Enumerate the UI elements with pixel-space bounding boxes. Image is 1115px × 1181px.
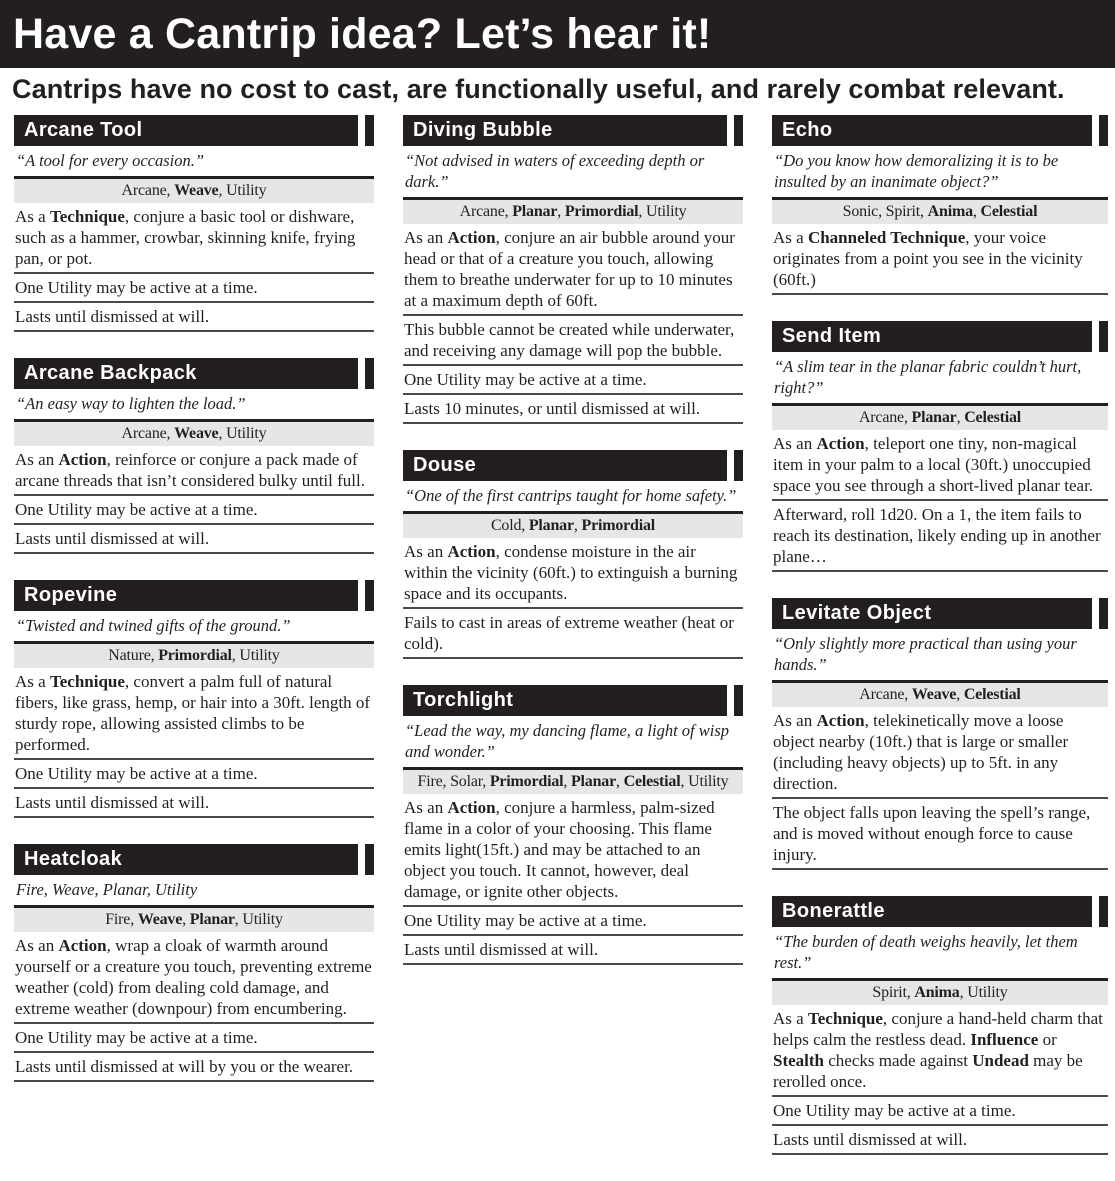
card-quote: “Only slightly more practical than using your hands.” — [774, 634, 1077, 674]
card-title-row — [14, 580, 374, 611]
card-title: Douse — [413, 454, 477, 476]
card-title: Arcane Tool — [24, 119, 143, 141]
card-tags: Fire, Solar, Primordial, Planar, Celestial, Utility — [403, 770, 743, 794]
card-section: As an Action, wrap a cloak of warmth around yourself or a creature you touch, preventing extreme weather (cold) from dealing cold damage, and extreme weather (downpour) from encumbering. — [14, 932, 374, 1024]
cantrip-card — [403, 115, 743, 424]
card-title-bar — [772, 115, 1092, 146]
card-section: One Utility may be active at a time. — [772, 1097, 1108, 1126]
card-tags: Arcane, Weave, Utility — [14, 422, 374, 446]
card-tags: Arcane, Planar, Celestial — [772, 406, 1108, 430]
card-title-row — [14, 844, 374, 875]
card-section: Lasts until dismissed at will by you or the wearer. — [14, 1053, 374, 1082]
card-section: As a Channeled Technique, your voice originates from a point you see in the vicinity (60ft.) — [772, 224, 1108, 295]
card-title: Send Item — [782, 325, 882, 347]
card-title: Bonerattle — [782, 900, 885, 922]
card-title-bar — [772, 321, 1092, 352]
card-title: Arcane Backpack — [24, 362, 197, 384]
card-section: One Utility may be active at a time. — [403, 907, 743, 936]
card-title-bar — [772, 598, 1092, 629]
card-quote: “A tool for every occasion.” — [16, 151, 205, 170]
card-column — [772, 115, 1108, 1181]
card-tags: Cold, Planar, Primordial — [403, 514, 743, 538]
card-title-notch — [365, 358, 374, 389]
card-title-row — [403, 115, 743, 146]
card-column — [403, 115, 743, 991]
card-title: Diving Bubble — [413, 119, 553, 141]
card-quote: “One of the first cantrips taught for home safety.” — [405, 486, 737, 505]
card-section: One Utility may be active at a time. — [403, 366, 743, 395]
card-section: One Utility may be active at a time. — [14, 1024, 374, 1053]
card-title-row — [772, 115, 1108, 146]
card-quote: “A slim tear in the planar fabric couldn’t hurt, right?” — [774, 357, 1082, 397]
cantrip-card — [403, 450, 743, 659]
card-quote: Fire, Weave, Planar, Utility — [16, 880, 198, 899]
card-title: Levitate Object — [782, 602, 932, 624]
card-section: As a Technique, conjure a hand-held charm that helps calm the restless dead. Influence or Stealth checks made against Undead may be rerolled once. — [772, 1005, 1108, 1097]
card-quote: “Not advised in waters of exceeding depth or dark.” — [405, 151, 705, 191]
card-section: One Utility may be active at a time. — [14, 760, 374, 789]
cantrip-card — [403, 685, 743, 965]
card-title-notch — [1099, 896, 1108, 927]
card-title-bar — [14, 358, 358, 389]
cantrip-card — [772, 896, 1108, 1155]
card-quote: “The burden of death weighs heavily, let them rest.” — [774, 932, 1078, 972]
card-section: Lasts until dismissed at will. — [14, 789, 374, 818]
card-title-notch — [365, 580, 374, 611]
card-section: As an Action, conjure a harmless, palm-sized flame in a color of your choosing. This flame emits light(15ft.) and may be attached to an object you touch. It cannot, however, deal damage, or ignite other objects. — [403, 794, 743, 907]
card-tags: Arcane, Weave, Celestial — [772, 683, 1108, 707]
card-title-bar — [14, 844, 358, 875]
card-tags: Fire, Weave, Planar, Utility — [14, 908, 374, 932]
cantrip-card — [14, 844, 374, 1082]
card-title-bar — [14, 580, 358, 611]
card-title: Heatcloak — [24, 848, 123, 870]
card-quote: “Twisted and twined gifts of the ground.” — [16, 616, 291, 635]
cantrip-card — [772, 598, 1108, 870]
card-section: The object falls upon leaving the spell’s range, and is moved without enough force to cause injury. — [772, 799, 1108, 870]
card-title-notch — [1099, 598, 1108, 629]
card-section: As a Technique, convert a palm full of natural fibers, like grass, hemp, or hair into a 30ft. length of sturdy rope, allowing assisted climbs to be performed. — [14, 668, 374, 760]
card-title-notch — [365, 115, 374, 146]
card-title-row — [403, 450, 743, 481]
card-title-bar — [772, 896, 1092, 927]
card-title-row — [14, 358, 374, 389]
card-title-bar — [403, 685, 727, 716]
card-column — [14, 115, 374, 1108]
card-title-notch — [734, 115, 743, 146]
card-section: One Utility may be active at a time. — [14, 496, 374, 525]
card-tags: Nature, Primordial, Utility — [14, 644, 374, 668]
card-section: Lasts until dismissed at will. — [14, 303, 374, 332]
card-title-notch — [734, 450, 743, 481]
card-title-bar — [403, 115, 727, 146]
cantrip-card — [14, 358, 374, 554]
page-banner — [0, 0, 1115, 68]
card-title-row — [772, 321, 1108, 352]
cantrip-card — [14, 580, 374, 818]
card-title-row — [772, 896, 1108, 927]
card-section: This bubble cannot be created while underwater, and receiving any damage will pop the bubble. — [403, 316, 743, 366]
card-section: As an Action, telekinetically move a loose object nearby (10ft.) that is large or smaller (including heavy objects) up to 5ft. in any direction. — [772, 707, 1108, 799]
card-title-notch — [365, 844, 374, 875]
card-tags: Sonic, Spirit, Anima, Celestial — [772, 200, 1108, 224]
card-title-bar — [403, 450, 727, 481]
cantrip-card — [772, 115, 1108, 295]
card-title: Torchlight — [413, 689, 514, 711]
card-section: Lasts until dismissed at will. — [772, 1126, 1108, 1155]
card-section: Lasts 10 minutes, or until dismissed at will. — [403, 395, 743, 424]
card-title: Ropevine — [24, 584, 118, 606]
card-title-bar — [14, 115, 358, 146]
card-title-notch — [1099, 321, 1108, 352]
card-section: Fails to cast in areas of extreme weather (heat or cold). — [403, 609, 743, 659]
card-title-row — [14, 115, 374, 146]
page-subtitle: Cantrips have no cost to cast, are functionally useful, and rarely combat relevant. — [12, 74, 1065, 104]
card-section: Lasts until dismissed at will. — [403, 936, 743, 965]
card-section: As an Action, teleport one tiny, non-magical item in your palm to a local (30ft.) unoccupied space you see through a short-lived planar tear. — [772, 430, 1108, 501]
card-title-notch — [1099, 115, 1108, 146]
card-section: As an Action, condense moisture in the air within the vicinity (60ft.) to extinguish a burning space and its occupants. — [403, 538, 743, 609]
card-tags: Spirit, Anima, Utility — [772, 981, 1108, 1005]
card-tags: Arcane, Weave, Utility — [14, 179, 374, 203]
card-section: As an Action, reinforce or conjure a pack made of arcane threads that isn’t considered bulky until full. — [14, 446, 374, 496]
card-section: Afterward, roll 1d20. On a 1, the item fails to reach its destination, likely ending up in another plane… — [772, 501, 1108, 572]
card-quote: “Do you know how demoralizing it is to be insulted by an inanimate object?” — [774, 151, 1059, 191]
card-quote: “Lead the way, my dancing flame, a light of wisp and wonder.” — [405, 721, 730, 761]
card-title-row — [403, 685, 743, 716]
card-title-notch — [734, 685, 743, 716]
page-title: Have a Cantrip idea? Let’s hear it! — [13, 9, 712, 58]
card-section: As a Technique, conjure a basic tool or dishware, such as a hammer, crowbar, skinning knife, frying pan, or pot. — [14, 203, 374, 274]
card-title-row — [772, 598, 1108, 629]
card-section: As an Action, conjure an air bubble around your head or that of a creature you touch, allowing them to breathe underwater for up to 10 minutes at a maximum depth of 60ft. — [403, 224, 743, 316]
card-section: Lasts until dismissed at will. — [14, 525, 374, 554]
card-tags: Arcane, Planar, Primordial, Utility — [403, 200, 743, 224]
card-quote: “An easy way to lighten the load.” — [16, 394, 246, 413]
card-section: One Utility may be active at a time. — [14, 274, 374, 303]
cantrip-card — [772, 321, 1108, 572]
card-title: Echo — [782, 119, 833, 141]
cantrip-card — [14, 115, 374, 332]
cards-grid — [0, 115, 1115, 1181]
